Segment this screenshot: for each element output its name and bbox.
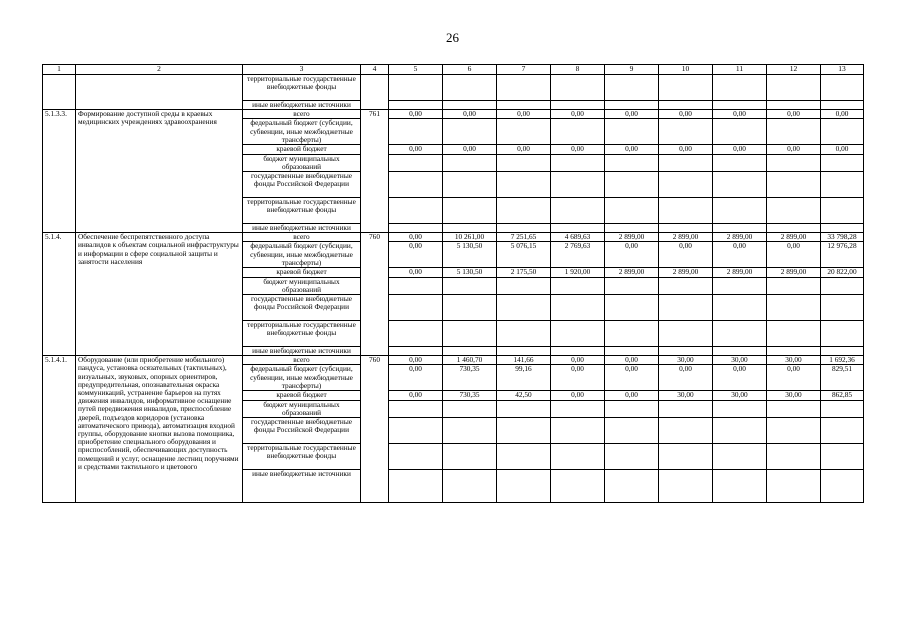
- value-cell: [767, 321, 821, 347]
- header-cell: 6: [443, 65, 497, 75]
- value-cell: 0,00: [605, 242, 659, 268]
- source-cell: федеральный бюджет (субсидии, субвенции, иные межбюджетные трансферты): [243, 242, 361, 268]
- value-cell: 0,00: [605, 391, 659, 400]
- value-cell: 2 899,00: [659, 233, 713, 242]
- value-cell: 0,00: [767, 110, 821, 119]
- value-cell: 0,00: [389, 268, 443, 277]
- value-cell: 1 460,70: [443, 356, 497, 365]
- value-cell: [659, 154, 713, 171]
- value-cell: [605, 154, 659, 171]
- value-cell: [443, 119, 497, 145]
- value-cell: [821, 198, 864, 224]
- value-cell: [605, 321, 659, 347]
- value-cell: 0,00: [551, 145, 605, 154]
- value-cell: 0,00: [767, 242, 821, 268]
- value-cell: [713, 444, 767, 470]
- value-cell: 30,00: [767, 391, 821, 400]
- value-cell: [821, 347, 864, 356]
- value-cell: 2 899,00: [767, 268, 821, 277]
- value-cell: [713, 277, 767, 294]
- value-cell: 2 899,00: [767, 233, 821, 242]
- value-cell: [767, 418, 821, 444]
- name-cell: [76, 75, 243, 110]
- name-cell: Обеспечение беспрепятственного доступа инвалидов к объектам социальной инфраструктуры и информации в сфере социальной защиты и занятости населения: [76, 233, 243, 356]
- value-cell: 1 920,00: [551, 268, 605, 277]
- value-cell: 33 798,28: [821, 233, 864, 242]
- value-cell: [605, 400, 659, 417]
- source-cell: краевой бюджет: [243, 145, 361, 154]
- value-cell: [821, 295, 864, 321]
- value-cell: [389, 154, 443, 171]
- value-cell: [389, 198, 443, 224]
- value-cell: [713, 198, 767, 224]
- source-cell: бюджет муниципальных образований: [243, 154, 361, 171]
- value-cell: [767, 400, 821, 417]
- header-cell: 12: [767, 65, 821, 75]
- value-cell: [821, 321, 864, 347]
- source-cell: всего: [243, 356, 361, 365]
- code-cell: 5.1.3.3.: [43, 110, 76, 233]
- value-cell: [443, 347, 497, 356]
- header-cell: 8: [551, 65, 605, 75]
- value-cell: 99,16: [497, 365, 551, 391]
- value-cell: 0,00: [713, 110, 767, 119]
- value-cell: [389, 172, 443, 198]
- value-cell: [659, 444, 713, 470]
- value-cell: 730,35: [443, 365, 497, 391]
- value-cell: 2 175,50: [497, 268, 551, 277]
- value-cell: 730,35: [443, 391, 497, 400]
- value-cell: [389, 277, 443, 294]
- value-cell: 2 899,00: [659, 268, 713, 277]
- value-cell: [821, 277, 864, 294]
- source-cell: иные внебюджетные источники: [243, 470, 361, 503]
- value-cell: 141,66: [497, 356, 551, 365]
- source-cell: иные внебюджетные источники: [243, 347, 361, 356]
- header-cell: 5: [389, 65, 443, 75]
- value-cell: 5 130,50: [443, 268, 497, 277]
- value-cell: [443, 224, 497, 233]
- source-cell: иные внебюджетные источники: [243, 101, 361, 110]
- table-row: [43, 75, 864, 101]
- value-cell: 0,00: [551, 356, 605, 365]
- col4-cell: 760: [361, 233, 389, 356]
- value-cell: [605, 277, 659, 294]
- value-cell: [389, 470, 443, 503]
- value-cell: [497, 119, 551, 145]
- source-cell: территориальные государственные внебюджетные фонды: [243, 321, 361, 347]
- header-cell: 11: [713, 65, 767, 75]
- value-cell: [443, 295, 497, 321]
- value-cell: [767, 295, 821, 321]
- value-cell: 0,00: [389, 356, 443, 365]
- value-cell: [443, 321, 497, 347]
- value-cell: [767, 444, 821, 470]
- source-cell: государственные внебюджетные фонды Российской Федерации: [243, 172, 361, 198]
- value-cell: 0,00: [659, 145, 713, 154]
- value-cell: 2 769,63: [551, 242, 605, 268]
- value-cell: [443, 172, 497, 198]
- value-cell: [713, 119, 767, 145]
- value-cell: [605, 224, 659, 233]
- value-cell: [659, 119, 713, 145]
- value-cell: [443, 418, 497, 444]
- source-cell: территориальные государственные внебюджетные фонды: [243, 444, 361, 470]
- value-cell: [605, 418, 659, 444]
- value-cell: [497, 224, 551, 233]
- value-cell: [659, 172, 713, 198]
- value-cell: [551, 224, 605, 233]
- header-cell: 9: [605, 65, 659, 75]
- value-cell: [605, 444, 659, 470]
- value-cell: 30,00: [713, 391, 767, 400]
- value-cell: 2 899,00: [605, 268, 659, 277]
- value-cell: [551, 418, 605, 444]
- source-cell: краевой бюджет: [243, 268, 361, 277]
- value-cell: [605, 198, 659, 224]
- value-cell: 0,00: [659, 110, 713, 119]
- value-cell: [713, 418, 767, 444]
- value-cell: [821, 119, 864, 145]
- header-cell: 2: [76, 65, 243, 75]
- value-cell: [767, 198, 821, 224]
- value-cell: [443, 470, 497, 503]
- value-cell: [443, 277, 497, 294]
- value-cell: 2 899,00: [713, 233, 767, 242]
- value-cell: [659, 295, 713, 321]
- code-cell: [43, 75, 76, 110]
- value-cell: 0,00: [713, 145, 767, 154]
- value-cell: [821, 470, 864, 503]
- value-cell: [713, 470, 767, 503]
- value-cell: 0,00: [551, 365, 605, 391]
- value-cell: [389, 321, 443, 347]
- value-cell: 0,00: [605, 365, 659, 391]
- value-cell: [389, 400, 443, 417]
- value-cell: [443, 400, 497, 417]
- value-cell: [767, 224, 821, 233]
- value-cell: [767, 172, 821, 198]
- value-cell: [497, 400, 551, 417]
- value-cell: [497, 154, 551, 171]
- value-cell: [497, 418, 551, 444]
- name-cell: Оборудование (или приобретение мобильного) пандуса, установка осязательных (тактильных), визуальных, звуковых, опорных ориентиров, предупредительная, опознавательная окраска коммуникаций, устранение барьеров на путях движения инвалидов, информативное оснащение путей передвижения инвалидов, приспособление дверей, подъездов коридоров (установка автоматического привода), автоматизация входной группы, оборудование кнопки вызова помощника, приобретение специального оборудования и приспособлений, обеспечивающих доступность помещений и услуг, оснащение лестниц поручнями и средствами тактильного и цветового: [76, 356, 243, 503]
- value-cell: 0,00: [389, 145, 443, 154]
- value-cell: [659, 321, 713, 347]
- value-cell: [551, 119, 605, 145]
- value-cell: 0,00: [767, 365, 821, 391]
- value-cell: [497, 444, 551, 470]
- source-cell: территориальные государственные внебюджетные фонды: [243, 198, 361, 224]
- value-cell: 20 822,00: [821, 268, 864, 277]
- value-cell: [497, 347, 551, 356]
- value-cell: [821, 224, 864, 233]
- value-cell: [551, 321, 605, 347]
- value-cell: [497, 295, 551, 321]
- page-number: 26: [446, 30, 459, 45]
- header-cell: 1: [43, 65, 76, 75]
- value-cell: 0,00: [821, 110, 864, 119]
- value-cell: [605, 347, 659, 356]
- value-cell: [659, 470, 713, 503]
- value-cell: [551, 444, 605, 470]
- value-cell: [497, 172, 551, 198]
- value-cell: [713, 172, 767, 198]
- value-cell: [443, 154, 497, 171]
- value-cell: 42,50: [497, 391, 551, 400]
- value-cell: 0,00: [389, 110, 443, 119]
- value-cell: 0,00: [659, 365, 713, 391]
- value-cell: 829,51: [821, 365, 864, 391]
- value-cell: 4 689,63: [551, 233, 605, 242]
- value-cell: [659, 224, 713, 233]
- value-cell: 0,00: [497, 145, 551, 154]
- value-cell: [767, 470, 821, 503]
- value-cell: 0,00: [443, 110, 497, 119]
- value-cell: [713, 154, 767, 171]
- value-cell: 0,00: [389, 242, 443, 268]
- value-cell: [659, 198, 713, 224]
- header-cell: 10: [659, 65, 713, 75]
- value-cell: 0,00: [389, 365, 443, 391]
- value-cell: 2 899,00: [605, 233, 659, 242]
- table-row: [43, 110, 864, 119]
- value-cell: 7 251,65: [497, 233, 551, 242]
- value-cell: 0,00: [497, 110, 551, 119]
- value-cell: 5 130,50: [443, 242, 497, 268]
- value-cell: 2 899,00: [713, 268, 767, 277]
- value-cell: [821, 400, 864, 417]
- name-cell: Формирование доступной среды в краевых медицинских учреждениях здравоохранения: [76, 110, 243, 233]
- value-cell: [605, 295, 659, 321]
- source-cell: иные внебюджетные источники: [243, 224, 361, 233]
- value-cell: 0,00: [389, 391, 443, 400]
- value-cell: [767, 154, 821, 171]
- value-cell: 0,00: [605, 110, 659, 119]
- source-cell: государственные внебюджетные фонды Российской Федерации: [243, 295, 361, 321]
- col4-cell: 760: [361, 356, 389, 503]
- source-cell: территориальные государственные внебюджетные фонды: [243, 75, 361, 101]
- value-cell: 862,85: [821, 391, 864, 400]
- value-cell: 10 261,00: [443, 233, 497, 242]
- value-cell: 0,00: [551, 391, 605, 400]
- col4-cell: 761: [361, 110, 389, 233]
- source-cell: краевой бюджет: [243, 391, 361, 400]
- value-cell: 0,00: [605, 145, 659, 154]
- value-cell: [659, 418, 713, 444]
- value-cell: 12 976,28: [821, 242, 864, 268]
- value-cell: 30,00: [659, 356, 713, 365]
- value-cell: [551, 400, 605, 417]
- header-cell: 13: [821, 65, 864, 75]
- value-cell: [713, 347, 767, 356]
- value-cell: 0,00: [659, 242, 713, 268]
- value-cell: [821, 418, 864, 444]
- source-cell: всего: [243, 233, 361, 242]
- code-cell: 5.1.4.1.: [43, 356, 76, 503]
- code-cell: 5.1.4.: [43, 233, 76, 356]
- value-cell: [605, 470, 659, 503]
- value-cell: [551, 470, 605, 503]
- value-cell: [821, 172, 864, 198]
- value-cell: [659, 347, 713, 356]
- value-cell: [443, 444, 497, 470]
- value-cell: [821, 154, 864, 171]
- source-cell: федеральный бюджет (субсидии, субвенции, иные межбюджетные трансферты): [243, 365, 361, 391]
- value-cell: [551, 347, 605, 356]
- value-cell: [713, 321, 767, 347]
- value-cell: [389, 295, 443, 321]
- table-row: [43, 233, 864, 242]
- source-cell: бюджет муниципальных образований: [243, 277, 361, 294]
- value-cell: 0,00: [605, 356, 659, 365]
- value-cell: 0,00: [389, 233, 443, 242]
- value-cell: [767, 347, 821, 356]
- value-cell: 30,00: [767, 356, 821, 365]
- value-cell: 0,00: [551, 110, 605, 119]
- col4-cell: [361, 75, 389, 110]
- value-cell: [821, 444, 864, 470]
- source-cell: государственные внебюджетные фонды Российской Федерации: [243, 418, 361, 444]
- value-cell: 0,00: [443, 145, 497, 154]
- value-cell: 1 692,36: [821, 356, 864, 365]
- value-cell: [605, 172, 659, 198]
- value-cell: [389, 224, 443, 233]
- budget-table: [42, 64, 864, 503]
- header-row: [43, 65, 864, 75]
- value-cell: [551, 277, 605, 294]
- value-cell: [389, 418, 443, 444]
- value-cell: [497, 198, 551, 224]
- value-cell: [713, 224, 767, 233]
- table-row: [43, 356, 864, 365]
- value-cell: [605, 119, 659, 145]
- value-cell: [389, 119, 443, 145]
- value-cell: [389, 347, 443, 356]
- value-cell: [659, 400, 713, 417]
- value-cell: [389, 444, 443, 470]
- value-cell: [713, 400, 767, 417]
- value-cell: 5 076,15: [497, 242, 551, 268]
- value-cell: [497, 470, 551, 503]
- source-cell: всего: [243, 110, 361, 119]
- value-cell: [551, 295, 605, 321]
- value-cell: 0,00: [713, 365, 767, 391]
- header-cell: 4: [361, 65, 389, 75]
- value-cell: [443, 198, 497, 224]
- value-cell: 0,00: [767, 145, 821, 154]
- source-cell: бюджет муниципальных образований: [243, 400, 361, 417]
- value-cell: [551, 154, 605, 171]
- value-cell: [551, 198, 605, 224]
- header-cell: 7: [497, 65, 551, 75]
- value-cell: [497, 321, 551, 347]
- source-cell: федеральный бюджет (субсидии, субвенции, иные межбюджетные трансферты): [243, 119, 361, 145]
- value-cell: [497, 277, 551, 294]
- value-cell: [767, 119, 821, 145]
- header-cell: 3: [243, 65, 361, 75]
- value-cell: 0,00: [713, 242, 767, 268]
- value-cell: [767, 277, 821, 294]
- value-cell: 30,00: [659, 391, 713, 400]
- value-cell: 0,00: [821, 145, 864, 154]
- value-cell: [659, 277, 713, 294]
- value-cell: [551, 172, 605, 198]
- value-cell: 30,00: [713, 356, 767, 365]
- value-cell: [713, 295, 767, 321]
